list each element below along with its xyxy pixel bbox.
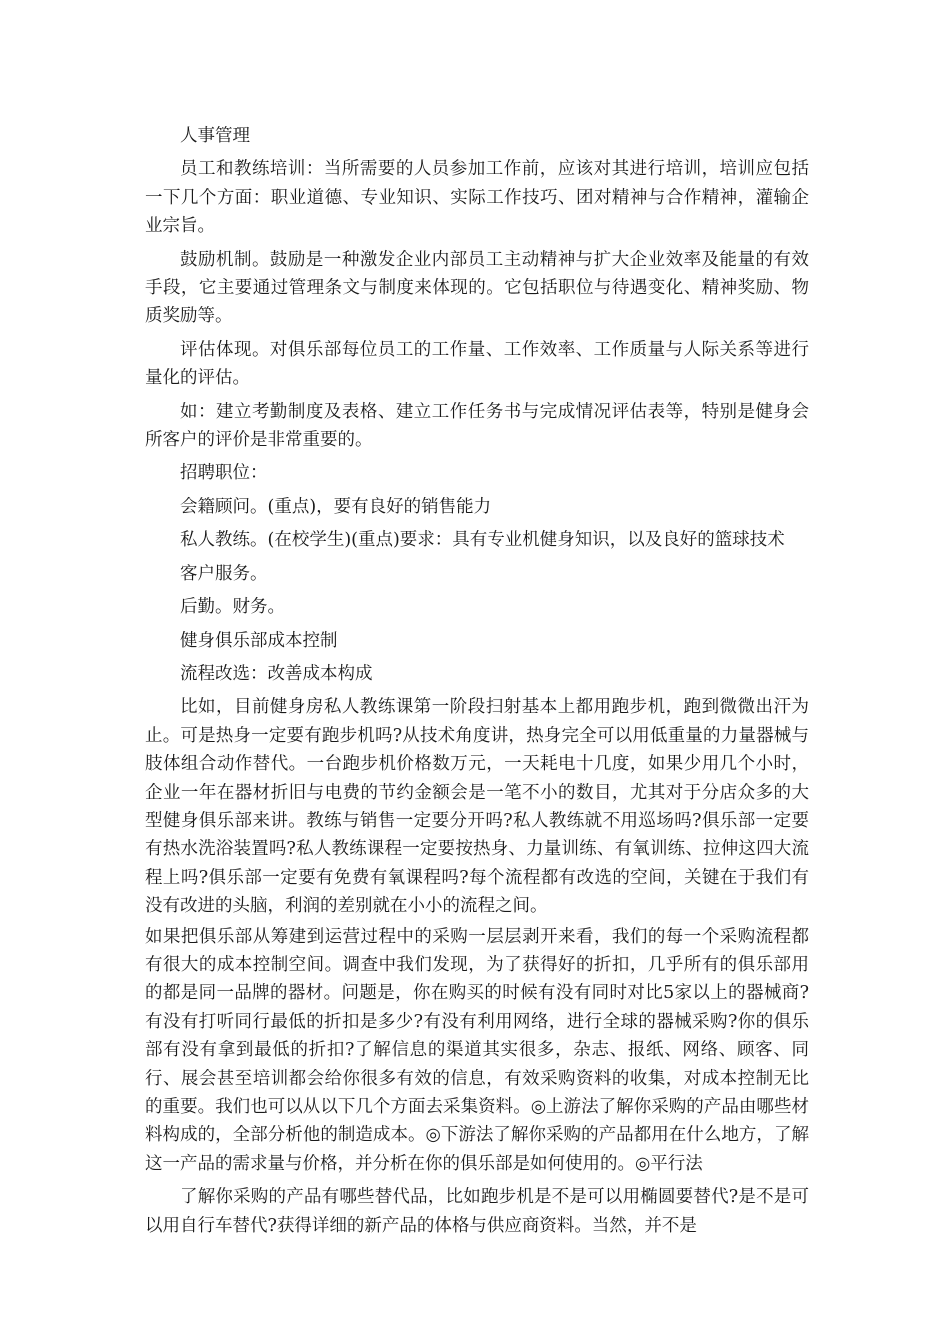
- paragraph-customer-service: 客户服务。: [180, 563, 268, 584]
- paragraph-training: 员工和教练培训：当所需要的人员参加工作前，应该对其进行培训，培训应包括一下几个方面：职业道德、专业知识、实际工作技巧、团对精神与合作精神，灌输企业宗旨。: [145, 159, 809, 237]
- section-heading-cost-control: 健身俱乐部成本控制: [180, 630, 338, 651]
- section-heading-hr: 人事管理: [180, 126, 250, 146]
- paragraph-personal-trainer: 私人教练。(在校学生)(重点)要求：具有专业机健身知识，以及良好的篮球技术: [180, 530, 785, 551]
- paragraph-recruit-heading: 招聘职位：: [180, 463, 268, 484]
- paragraph-treadmill-example: 比如，目前健身房私人教练课第一阶段扫射基本上都用跑步机，跑到微微出汗为止。可是热身一定要有跑步机吗?从技术角度讲，热身完全可以用低重量的力量器械与肢体组合动作替代。一台跑步机价格数万元，一天耗电十几度，如果少用几个小时，企业一年在器材折旧与电费的节约金额会是一笔不小的数目，尤其对于分店众多的大型健身俱乐部来讲。教练与销售一定要分开吗?私人教练就不用巡场吗?俱乐部一定要有热水洗浴装置吗?私人教练课程一定要按热身、力量训练、有氧训练、拉伸这四大流程上吗?俱乐部一定要有免费有氧课程吗?每个流程都有改选的空间，关键在于我们有没有改进的头脑，利润的差别就在小小的流程之间。: [145, 697, 809, 917]
- paragraph-logistics-finance: 后勤。财务。: [180, 597, 285, 618]
- paragraph-process-improvement: 流程改选：改善成本构成: [180, 663, 373, 684]
- paragraph-example: 如：建立考勤制度及表格、建立工作任务书与完成情况评估表等，特别是健身会所客户的评价是非常重要的。: [145, 401, 809, 451]
- document-body: [145, 122, 809, 1245]
- paragraph-procurement: 如果把俱乐部从筹建到运营过程中的采购一层层剥开来看，我们的每一个采购流程都有很大的成本控制空间。调查中我们发现，为了获得好的折扣，几乎所有的俱乐部用的都是同一品牌的器材。问题是，你在购买的时候有没有同时对比5家以上的器械商?有没有打听同行最低的折扣是多少?有没有利用网络，进行全球的器械采购?你的俱乐部有没有拿到最低的折扣?了解信息的渠道其实很多，杂志、报纸、网络、顾客、同行、展会甚至培训都会给你很多有效的信息，有效采购资料的收集，对成本控制无比的重要。我们也可以从以下几个方面去采集资料。◎上游法了解你采购的产品由哪些材料构成的，全部分析他的制造成本。◎下游法了解你采购的产品都用在什么地方，了解这一产品的需求量与价格，并分析在你的俱乐部是如何使用的。◎平行法: [145, 926, 809, 1174]
- paragraph-evaluation: 评估体现。对俱乐部每位员工的工作量、工作效率、工作质量与人际关系等进行量化的评估。: [145, 339, 809, 389]
- paragraph-membership-consultant: 会籍顾问。(重点)，要有良好的销售能力: [180, 496, 492, 517]
- paragraph-incentive: 鼓励机制。鼓励是一种激发企业内部员工主动精神与扩大企业效率及能量的有效手段，它主要通过管理条文与制度来体现的。它包括职位与待遇变化、精神奖励、物质奖励等。: [145, 249, 809, 327]
- paragraph-substitutes: 了解你采购的产品有哪些替代品，比如跑步机是不是可以用椭圆要替代?是不是可以用自行车替代?获得详细的新产品的体格与供应商资料。当然，并不是: [145, 1187, 809, 1236]
